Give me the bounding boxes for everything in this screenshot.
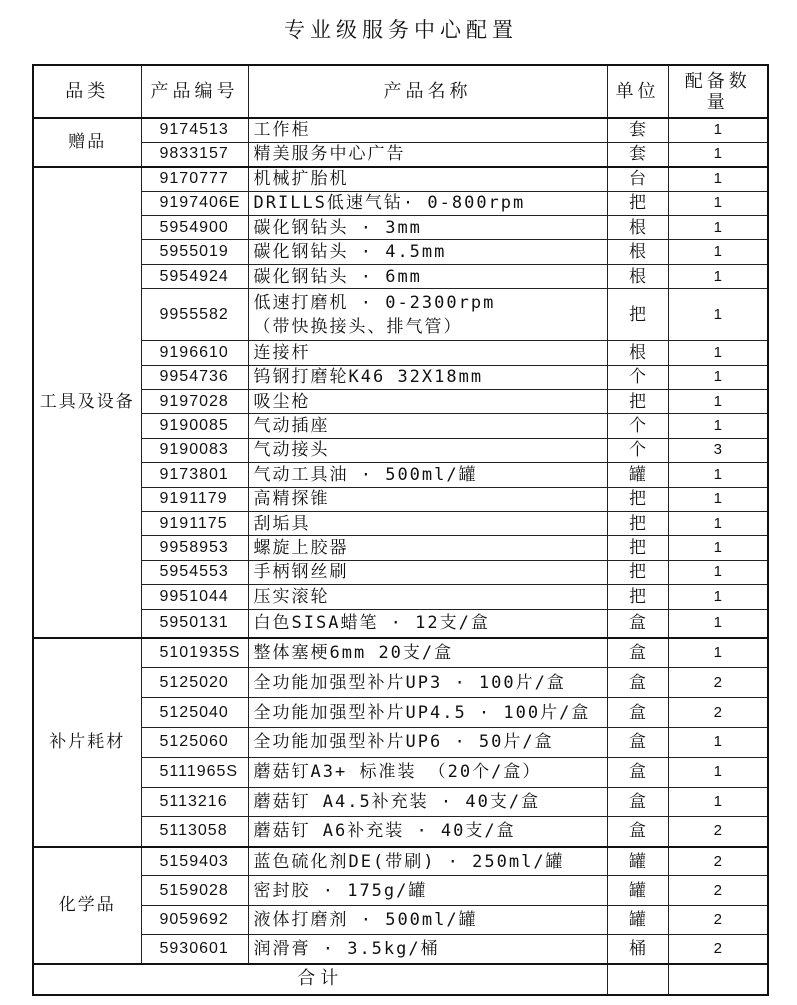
table-row	[33, 216, 768, 240]
header-row	[33, 65, 768, 118]
table-row	[33, 511, 768, 535]
quantity: 1	[668, 341, 768, 365]
product-code: 5113058	[141, 817, 248, 847]
quantity: 2	[668, 935, 768, 964]
product-code: 5955019	[141, 240, 248, 264]
table-row	[33, 757, 768, 787]
product-code: 9191179	[141, 487, 248, 511]
product-name: 机械扩胎机	[248, 167, 607, 191]
quantity: 1	[668, 414, 768, 438]
product-name: 白色SISA蜡笔 · 12支/盒	[248, 609, 607, 638]
product-name: 钨钢打磨轮K46 32X18mm	[248, 365, 607, 389]
table-row	[33, 390, 768, 414]
product-name: 蘑菇钉A3+ 标准装 （20个/盒）	[248, 757, 607, 787]
table-row	[33, 585, 768, 609]
unit: 个	[607, 438, 668, 462]
product-name: 蘑菇钉 A6补充装 · 40支/盒	[248, 817, 607, 847]
product-code: 9174513	[141, 118, 248, 142]
quantity: 1	[668, 560, 768, 584]
product-code: 5125020	[141, 668, 248, 698]
table-row	[33, 167, 768, 191]
quantity: 2	[668, 876, 768, 905]
table-row	[33, 240, 768, 264]
product-code: 5954900	[141, 216, 248, 240]
config-table	[32, 64, 769, 996]
product-code: 9833157	[141, 142, 248, 166]
unit: 桶	[607, 935, 668, 964]
quantity: 3	[668, 438, 768, 462]
product-name: 碳化钢钻头 · 3mm	[248, 216, 607, 240]
total-label: 合计	[33, 964, 607, 995]
header-code: 产品编号	[141, 65, 248, 118]
quantity: 1	[668, 240, 768, 264]
product-name: 碳化钢钻头 · 6mm	[248, 264, 607, 288]
unit: 把	[607, 511, 668, 535]
unit: 盒	[607, 609, 668, 638]
table-row	[33, 817, 768, 847]
quantity: 1	[668, 142, 768, 166]
document-title: 专业级服务中心配置	[284, 18, 518, 42]
table-row	[33, 847, 768, 876]
unit: 把	[607, 560, 668, 584]
unit: 把	[607, 390, 668, 414]
product-code: 5930601	[141, 935, 248, 964]
product-name: 润滑膏 · 3.5kg/桶	[248, 935, 607, 964]
product-code: 9955582	[141, 289, 248, 341]
product-name: 吸尘枪	[248, 390, 607, 414]
category-cell: 赠品	[33, 118, 141, 167]
product-code: 9951044	[141, 585, 248, 609]
unit: 把	[607, 289, 668, 341]
quantity: 2	[668, 905, 768, 934]
unit: 盒	[607, 817, 668, 847]
table-row	[33, 264, 768, 288]
unit: 套	[607, 118, 668, 142]
product-code: 5159403	[141, 847, 248, 876]
product-name: 全功能加强型补片UP4.5 · 100片/盒	[248, 698, 607, 728]
product-name: DRILLS低速气钻· 0-800rpm	[248, 191, 607, 215]
table-row	[33, 118, 768, 142]
product-name: 工作柜	[248, 118, 607, 142]
product-code: 9196610	[141, 341, 248, 365]
quantity: 1	[668, 727, 768, 757]
quantity: 1	[668, 463, 768, 487]
product-name: 全功能加强型补片UP3 · 100片/盒	[248, 668, 607, 698]
quantity: 1	[668, 585, 768, 609]
category-cell: 工具及设备	[33, 167, 141, 638]
quantity: 2	[668, 698, 768, 728]
product-code: 5111965S	[141, 757, 248, 787]
quantity: 1	[668, 365, 768, 389]
table-row	[33, 487, 768, 511]
product-code: 9190085	[141, 414, 248, 438]
header-category: 品类	[33, 65, 141, 118]
product-code: 9197406E	[141, 191, 248, 215]
quantity: 1	[668, 757, 768, 787]
product-name: 碳化钢钻头 · 4.5mm	[248, 240, 607, 264]
table-row	[33, 365, 768, 389]
unit: 罐	[607, 847, 668, 876]
product-code: 9191175	[141, 511, 248, 535]
total-qty-cell	[668, 964, 768, 995]
table-row	[33, 609, 768, 638]
table-row	[33, 727, 768, 757]
unit: 罐	[607, 905, 668, 934]
unit: 根	[607, 216, 668, 240]
unit: 套	[607, 142, 668, 166]
product-name: 精美服务中心广告	[248, 142, 607, 166]
product-name: 液体打磨剂 · 500ml/罐	[248, 905, 607, 934]
table-row	[33, 905, 768, 934]
table-row	[33, 341, 768, 365]
unit: 根	[607, 240, 668, 264]
unit: 把	[607, 487, 668, 511]
quantity: 2	[668, 847, 768, 876]
table-row	[33, 560, 768, 584]
table-row	[33, 414, 768, 438]
product-name: 螺旋上胶器	[248, 536, 607, 560]
header-name: 产品名称	[248, 65, 607, 118]
product-name-line1: 低速打磨机 · 0-2300rpm	[253, 292, 496, 313]
unit: 把	[607, 585, 668, 609]
unit: 盒	[607, 668, 668, 698]
table-row	[33, 191, 768, 215]
unit: 盒	[607, 698, 668, 728]
product-code: 5950131	[141, 609, 248, 638]
unit: 把	[607, 191, 668, 215]
quantity: 1	[668, 638, 768, 668]
table-row	[33, 668, 768, 698]
product-name: 高精探锥	[248, 487, 607, 511]
product-code: 9958953	[141, 536, 248, 560]
table-row	[33, 289, 768, 341]
total-row	[33, 964, 768, 995]
quantity: 1	[668, 511, 768, 535]
product-name: 连接杆	[248, 341, 607, 365]
header-unit: 单位	[607, 65, 668, 118]
category-cell: 补片耗材	[33, 638, 141, 847]
table-row	[33, 787, 768, 817]
product-code: 5125060	[141, 727, 248, 757]
product-name: 刮垢具	[248, 511, 607, 535]
table-row	[33, 638, 768, 668]
product-code: 9190083	[141, 438, 248, 462]
quantity: 1	[668, 609, 768, 638]
product-name: 压实滚轮	[248, 585, 607, 609]
quantity: 1	[668, 390, 768, 414]
product-name: 气动工具油 · 500ml/罐	[248, 463, 607, 487]
product-name-line2: （带快换接头、排气管）	[253, 316, 463, 337]
product-name: 全功能加强型补片UP6 · 50片/盒	[248, 727, 607, 757]
product-code: 9197028	[141, 390, 248, 414]
unit: 罐	[607, 876, 668, 905]
product-name: 手柄钢丝刷	[248, 560, 607, 584]
product-code: 9059692	[141, 905, 248, 934]
product-code: 9954736	[141, 365, 248, 389]
table-row	[33, 876, 768, 905]
product-name: 密封胶 · 175g/罐	[248, 876, 607, 905]
unit: 个	[607, 414, 668, 438]
table-row	[33, 536, 768, 560]
category-cell: 化学品	[33, 847, 141, 964]
total-unit-cell	[607, 964, 668, 995]
product-code: 9170777	[141, 167, 248, 191]
unit: 个	[607, 365, 668, 389]
quantity: 1	[668, 487, 768, 511]
product-code: 9173801	[141, 463, 248, 487]
header-qty-label: 配备数量	[684, 70, 751, 113]
table-row	[33, 438, 768, 462]
quantity: 1	[668, 167, 768, 191]
unit: 台	[607, 167, 668, 191]
unit: 盒	[607, 787, 668, 817]
quantity: 1	[668, 289, 768, 341]
unit: 把	[607, 536, 668, 560]
product-name: 蘑菇钉 A4.5补充装 · 40支/盒	[248, 787, 607, 817]
unit: 盒	[607, 638, 668, 668]
product-code: 5159028	[141, 876, 248, 905]
product-code: 5954924	[141, 264, 248, 288]
product-code: 5125040	[141, 698, 248, 728]
product-name: 整体塞梗6mm 20支/盒	[248, 638, 607, 668]
product-name	[248, 289, 607, 341]
table-row	[33, 698, 768, 728]
unit: 盒	[607, 757, 668, 787]
quantity: 1	[668, 216, 768, 240]
table-row	[33, 935, 768, 964]
product-name: 蓝色硫化剂DE(带刷) · 250ml/罐	[248, 847, 607, 876]
table-row	[33, 142, 768, 166]
quantity: 1	[668, 118, 768, 142]
product-name: 气动插座	[248, 414, 607, 438]
unit: 罐	[607, 463, 668, 487]
quantity: 1	[668, 787, 768, 817]
quantity: 2	[668, 817, 768, 847]
unit: 根	[607, 264, 668, 288]
quantity: 2	[668, 668, 768, 698]
quantity: 1	[668, 536, 768, 560]
product-code: 5113216	[141, 787, 248, 817]
product-name: 气动接头	[248, 438, 607, 462]
quantity: 1	[668, 264, 768, 288]
table-row	[33, 463, 768, 487]
quantity: 1	[668, 191, 768, 215]
unit: 根	[607, 341, 668, 365]
header-qty	[668, 65, 768, 118]
product-code: 5101935S	[141, 638, 248, 668]
product-code: 5954553	[141, 560, 248, 584]
unit: 盒	[607, 727, 668, 757]
